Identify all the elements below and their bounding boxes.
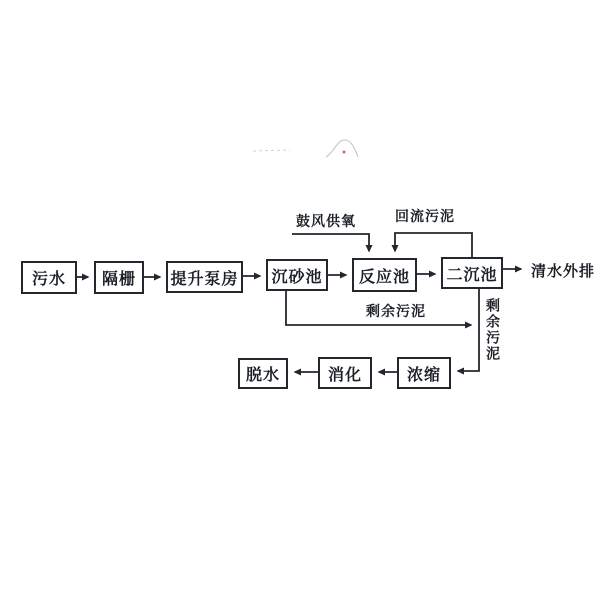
box-tisheng: 提升泵房 xyxy=(166,261,243,293)
box-fanying: 反应池 xyxy=(352,258,417,292)
box-gezha: 隔栅 xyxy=(94,261,144,294)
scan-artifact-squiggle xyxy=(326,140,358,157)
box-chensha: 沉砂池 xyxy=(266,259,328,291)
box-xiaohua: 消化 xyxy=(318,357,372,389)
label-excess-sludge-horizontal: 剩余污泥 xyxy=(366,303,426,319)
box-erchen: 二沉池 xyxy=(441,257,503,289)
arrow-excess-sludge-to-nongsuo xyxy=(458,289,479,371)
arrow-blast-oxygen-to-fanying xyxy=(292,234,369,251)
arrow-return-sludge-loop xyxy=(395,233,472,257)
box-tuoshui: 脱水 xyxy=(238,358,288,389)
scan-artifact-dashes xyxy=(253,150,290,151)
label-excess-sludge-vertical: 剩余污泥 xyxy=(485,298,501,362)
label-effluent-discharge: 清水外排 xyxy=(531,263,596,280)
box-wushui: 污水 xyxy=(21,261,77,294)
box-nongsuo: 浓缩 xyxy=(397,357,451,389)
label-blast-oxygen: 鼓风供氧 xyxy=(296,213,356,229)
label-return-sludge: 回流污泥 xyxy=(395,208,455,224)
scan-artifact-dot xyxy=(343,151,346,154)
